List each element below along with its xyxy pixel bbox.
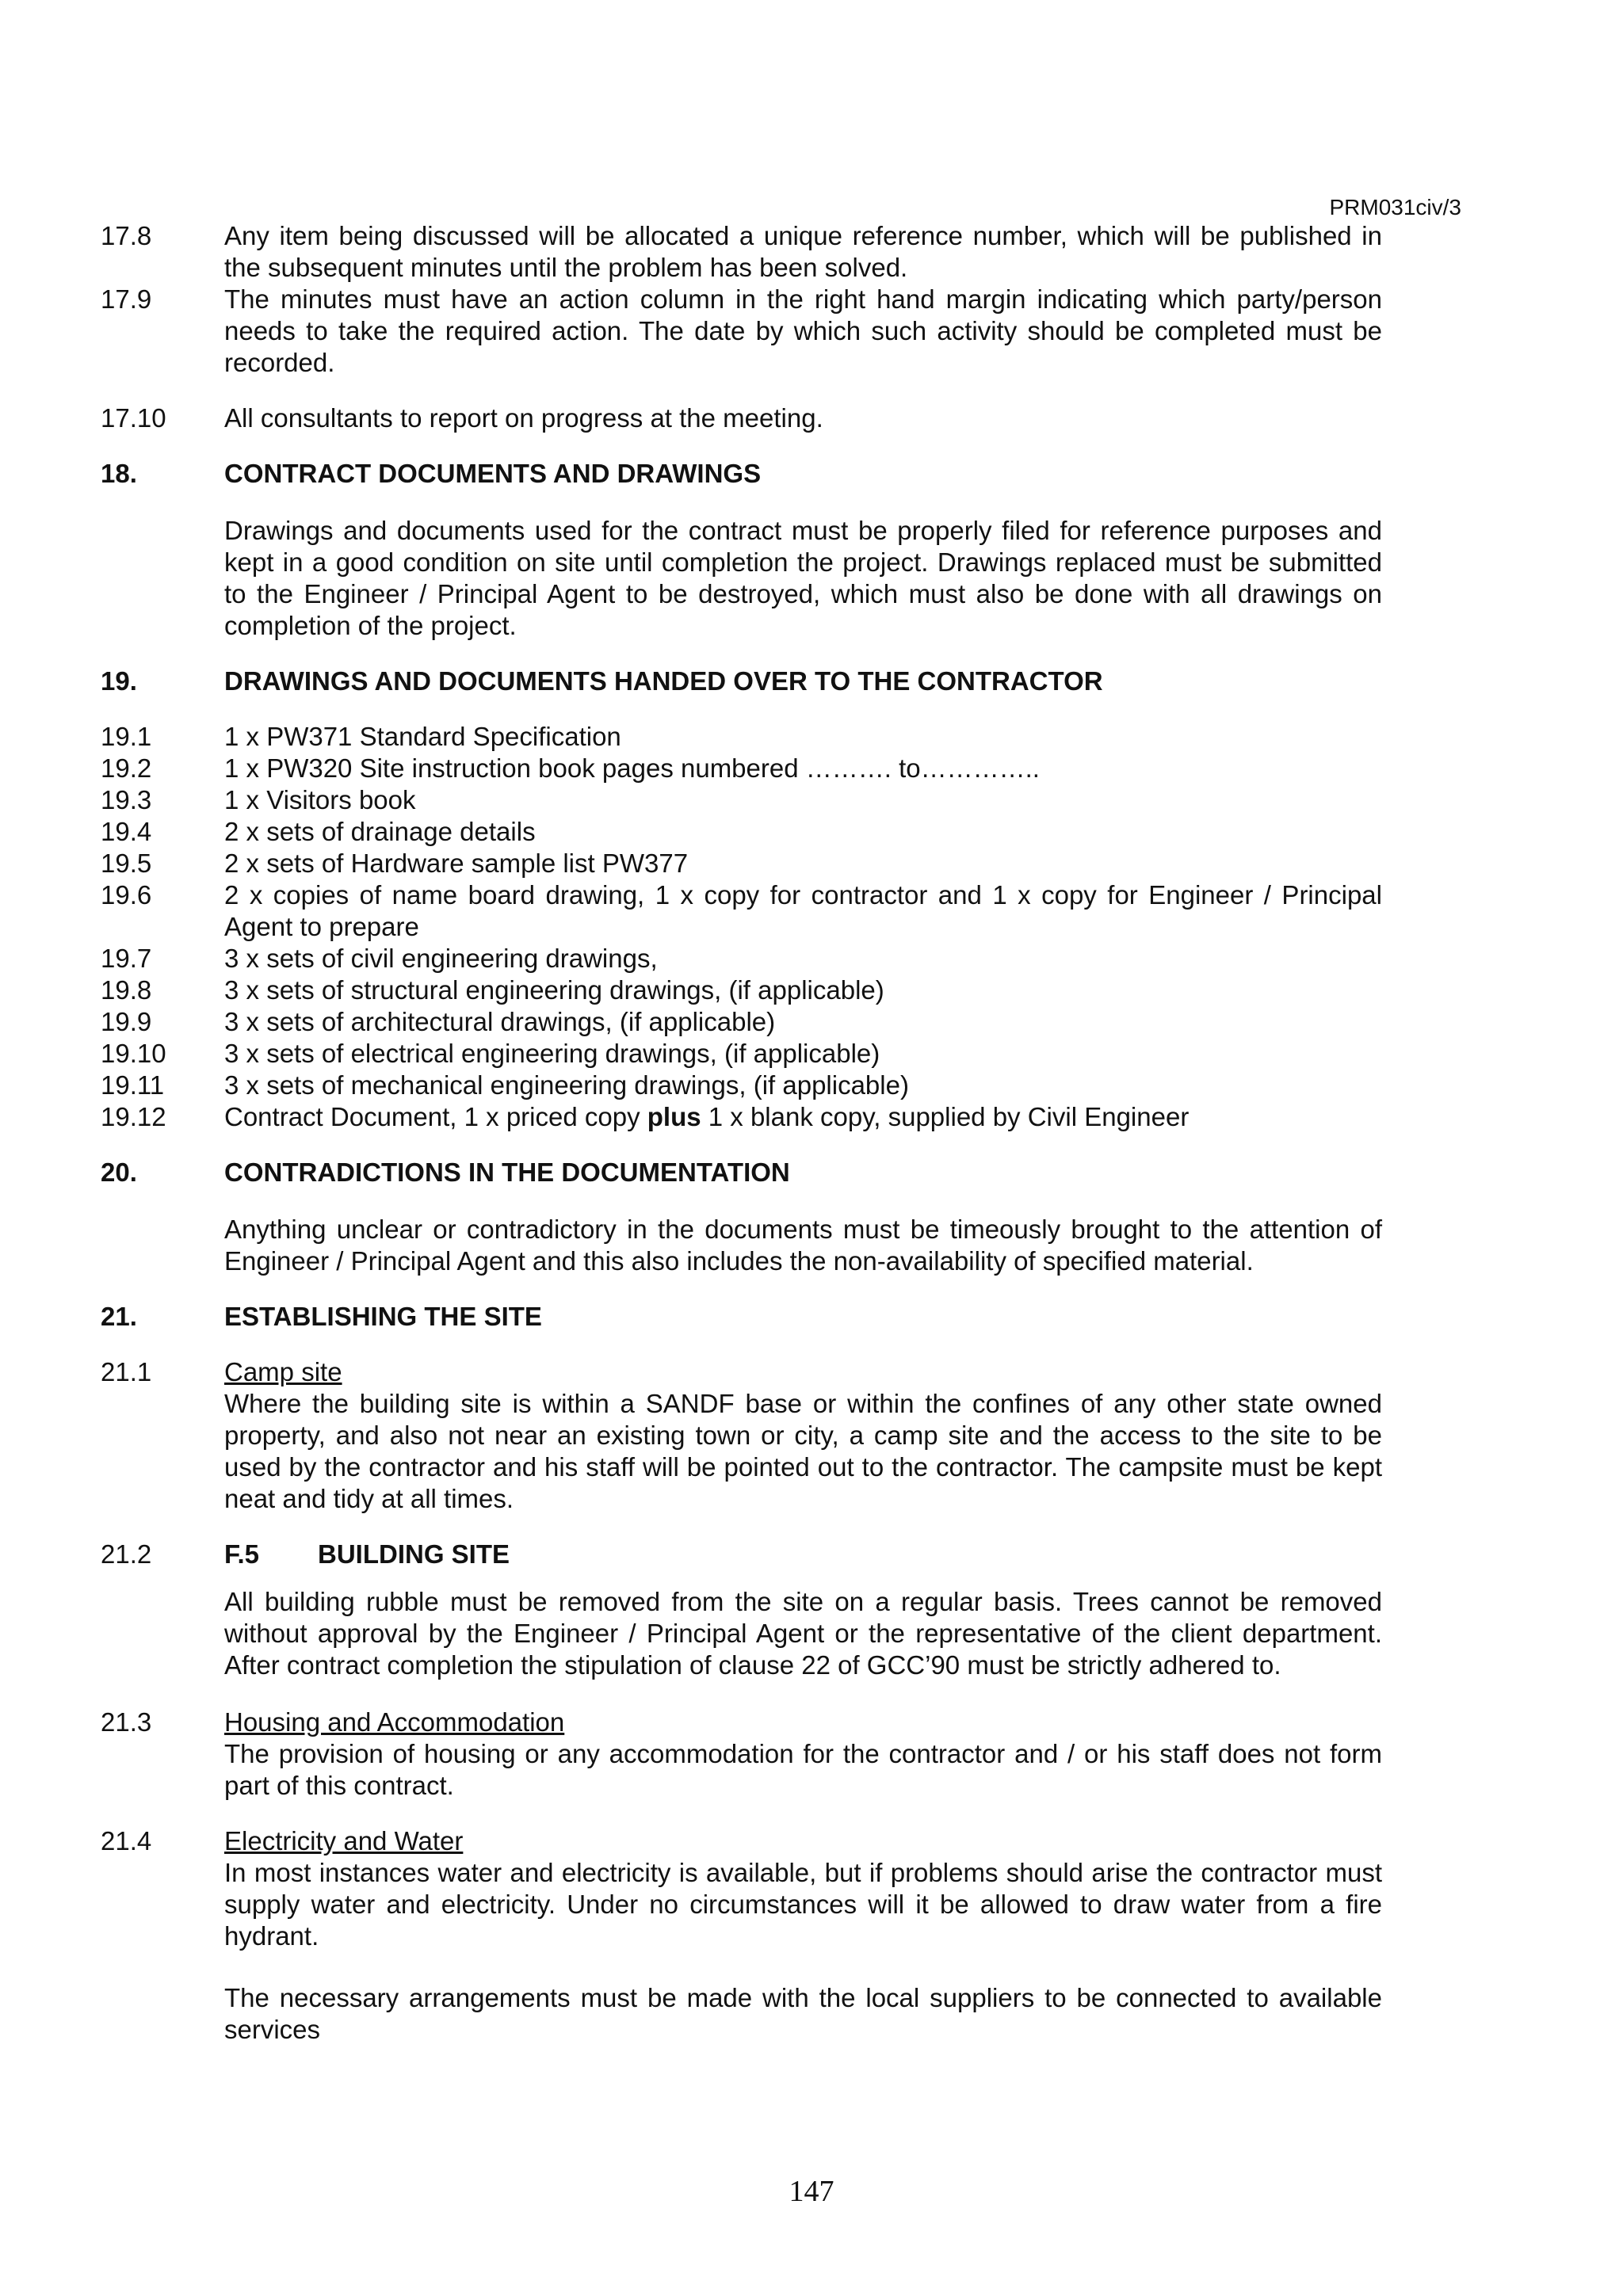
section-18-heading (101, 458, 1382, 490)
clause-number: 17.8 (101, 221, 152, 250)
list-item (101, 1006, 1382, 1038)
clause-number: 21.2 (101, 1539, 152, 1569)
clause-number: 21.4 (101, 1826, 152, 1855)
section-19-heading (101, 666, 1382, 697)
item-text-part: Contract Document, 1 x priced copy (224, 1102, 647, 1131)
clause-title: Housing and Accommodation (224, 1707, 565, 1737)
item-text: 3 x sets of architectural drawings, (if applicable) (224, 1007, 776, 1036)
item-number: 19.4 (101, 817, 152, 846)
item-number: 19.7 (101, 944, 152, 973)
list-item (101, 943, 1382, 974)
section-20-heading (101, 1157, 1382, 1188)
clause-number: 17.9 (101, 284, 152, 314)
item-text (224, 1101, 1382, 1133)
item-number: 19.9 (101, 1007, 152, 1036)
item-text: 3 x sets of mechanical engineering drawings, (if applicable) (224, 1070, 909, 1100)
list-item (101, 1038, 1382, 1070)
clause-title: BUILDING SITE (318, 1539, 510, 1569)
item-text: 3 x sets of civil engineering drawings, (224, 944, 658, 973)
clause-text-continued: The necessary arrangements must be made with the local suppliers to be connected to available services (224, 1983, 1382, 2044)
section-number: 21. (101, 1302, 137, 1331)
item-text: 1 x Visitors book (224, 785, 416, 814)
document-reference: PRM031civ/3 (1329, 195, 1461, 219)
list-item (101, 974, 1382, 1006)
clause-text: Where the building site is within a SANDF base or within the confines of any other state owned property, and also not near an existing town or city, a camp site and the access to the site to be used by the contractor and his staff will be pointed out to the contractor. The campsite must be kept neat and tidy at all times. (224, 1389, 1382, 1513)
item-number: 19.11 (101, 1070, 165, 1100)
item-text: 1 x PW371 Standard Specification (224, 722, 621, 751)
clause-text: In most instances water and electricity is available, but if problems should arise the contractor must supply water and electricity. Under no circumstances will it be allowed to draw water from a fire hydrant. (224, 1858, 1382, 1951)
clause-title: Electricity and Water (224, 1826, 464, 1855)
item-text-part: 1 x blank copy, supplied by Civil Engineer (701, 1102, 1190, 1131)
item-number: 19.10 (101, 1039, 166, 1068)
clause-text: All building rubble must be removed from the site on a regular basis. Trees cannot be removed without approval by the Engineer / Principal Agent or the representative of the client department. After contract completion the stipulation of clause 22 of GCC’90 must be strictly adhered to. (224, 1587, 1382, 1680)
item-text: 3 x sets of structural engineering drawings, (if applicable) (224, 975, 884, 1005)
clause-17-10 (101, 402, 1382, 434)
item-text: 2 x copies of name board drawing, 1 x copy for contractor and 1 x copy for Engineer / Principal Agent to prepare (224, 880, 1382, 941)
list-item (101, 1070, 1382, 1101)
item-text: 3 x sets of electrical engineering drawings, (if applicable) (224, 1039, 880, 1068)
clause-code: F.5 (224, 1539, 260, 1569)
section-number: 18. (101, 459, 137, 488)
item-text: 1 x PW320 Site instruction book pages numbered ………. to………….. (224, 753, 1040, 783)
document-body (101, 220, 1382, 2046)
item-number: 19.8 (101, 975, 152, 1005)
item-number: 19.2 (101, 753, 152, 783)
clause-text: The minutes must have an action column in the right hand margin indicating which party/person needs to take the required action. The date by which such activity should be completed must be recorded. (224, 284, 1382, 377)
clause-text: All consultants to report on progress at the meeting. (224, 403, 823, 433)
item-text-emphasis: plus (647, 1102, 701, 1131)
clause-21-2 (101, 1539, 1382, 1681)
clause-text: The provision of housing or any accommodation for the contractor and / or his staff does not form part of this contract. (224, 1739, 1382, 1800)
clause-title: Camp site (224, 1357, 342, 1386)
section-18-body: Drawings and documents used for the contract must be properly filed for reference purposes and kept in a good condition on site until completion the project. Drawings replaced must be submitted to the Engineer / Principal Agent to be destroyed, which must also be done with all drawings on completion of the project. (224, 516, 1382, 640)
item-number: 19.3 (101, 785, 152, 814)
section-number: 19. (101, 666, 137, 696)
item-number: 19.1 (101, 722, 152, 751)
item-number: 19.5 (101, 849, 152, 878)
clause-21-3 (101, 1707, 1382, 1802)
clause-number: 21.3 (101, 1707, 152, 1737)
section-20-body: Anything unclear or contradictory in the documents must be timeously brought to the attention of Engineer / Principal Agent and this also includes the non-availability of specified material. (224, 1215, 1382, 1276)
clause-number: 17.10 (101, 403, 166, 433)
list-item (101, 879, 1382, 943)
clause-21-4 (101, 1825, 1382, 2046)
section-title: CONTRACT DOCUMENTS AND DRAWINGS (224, 459, 762, 488)
clause-number: 21.1 (101, 1357, 152, 1386)
list-item (101, 816, 1382, 848)
section-title: CONTRADICTIONS IN THE DOCUMENTATION (224, 1158, 790, 1187)
item-text: 2 x sets of Hardware sample list PW377 (224, 849, 689, 878)
section-number: 20. (101, 1158, 137, 1187)
list-item (101, 721, 1382, 753)
clause-17-9 (101, 284, 1382, 379)
item-number: 19.12 (101, 1102, 166, 1131)
list-item (101, 848, 1382, 879)
page-number: 147 (789, 2175, 834, 2208)
clause-21-1 (101, 1356, 1382, 1515)
section-21-heading (101, 1301, 1382, 1333)
clause-17-8 (101, 220, 1382, 284)
item-number: 19.6 (101, 880, 152, 910)
item-text: 2 x sets of drainage details (224, 817, 536, 846)
list-item (101, 784, 1382, 816)
clause-text: Any item being discussed will be allocated a unique reference number, which will be published in the subsequent minutes until the problem has been solved. (224, 221, 1382, 282)
section-title: ESTABLISHING THE SITE (224, 1302, 542, 1331)
section-title: DRAWINGS AND DOCUMENTS HANDED OVER TO THE CONTRACTOR (224, 666, 1103, 696)
list-item (101, 1101, 1382, 1133)
list-item (101, 753, 1382, 784)
